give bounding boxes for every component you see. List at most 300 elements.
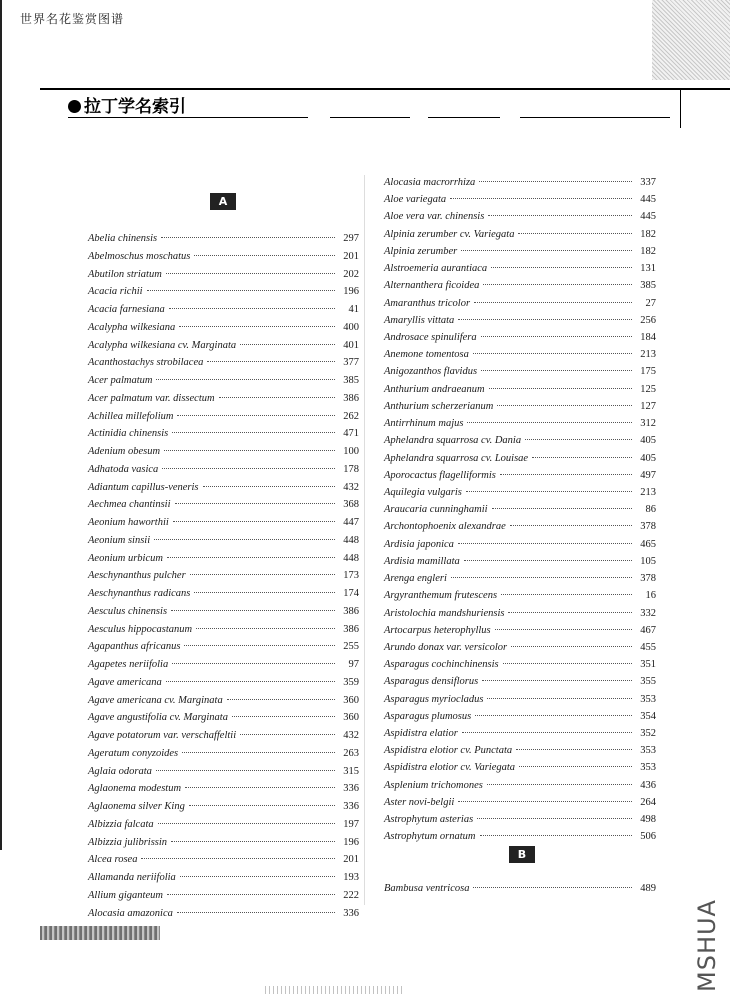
dot-leader (166, 272, 335, 274)
entry-name: Aglaonema silver King (88, 801, 185, 812)
entry-page: 352 (640, 728, 656, 740)
entry-name: Acalypha wilkesiana cv. Marginata (88, 339, 237, 351)
entry-name: Astrophytum asterias (384, 814, 474, 826)
dot-leader (501, 593, 632, 595)
entry-name: Alpinia zerumber cv. Variegata (384, 228, 515, 240)
entry-name: Aphelandra squarrosa cv. Louisae (384, 452, 529, 464)
entry-name: Aeschynanthus radicans (88, 588, 191, 599)
entry-name: Arundo donax var. versicolor (384, 641, 508, 653)
entry-name: Arenga engleri (384, 573, 447, 585)
entry-page: 353 (640, 693, 656, 705)
dot-leader (461, 249, 632, 251)
dot-leader (464, 559, 632, 561)
page-folio (40, 926, 160, 940)
dot-leader (450, 197, 632, 199)
index-entry (88, 461, 359, 478)
entry-page: 182 (640, 228, 656, 240)
dot-leader (516, 748, 632, 750)
index-entry (384, 622, 656, 639)
title-underline-segment (330, 117, 410, 118)
index-entry (88, 514, 359, 531)
dot-leader (519, 765, 632, 767)
entry-page: 182 (640, 245, 656, 257)
entry-page: 447 (343, 517, 359, 528)
entry-name: Actinidia chinensis (88, 428, 169, 440)
entry-name: Araucaria cunninghamii (384, 504, 488, 516)
entry-page: 378 (640, 521, 656, 533)
dot-leader (172, 662, 335, 664)
entry-name: Alocasia macrorrhiza (384, 177, 476, 188)
entry-name: Alstroemeria aurantiaca (384, 263, 488, 275)
entry-page: 432 (343, 730, 359, 741)
entry-page: 222 (343, 889, 359, 901)
entry-page: 386 (343, 623, 359, 635)
entry-name: Aporocactus flagelliformis (384, 469, 496, 481)
dot-leader (487, 697, 632, 699)
dot-leader (451, 576, 632, 578)
entry-page: 105 (640, 555, 656, 567)
entry-name: Bambusa ventricosa (384, 883, 470, 894)
entry-name: Aesculus chinensis (88, 605, 168, 617)
entry-page: 184 (640, 331, 656, 343)
entry-name: Archontophoenix alexandrae (384, 521, 506, 533)
entry-page: 312 (640, 418, 656, 430)
dot-leader (462, 731, 632, 733)
entry-name: Acacia richii (88, 286, 143, 298)
entry-name: Aloe vera var. chinensis (384, 211, 485, 223)
entry-name: Asparagus densiflorus (384, 676, 479, 688)
dot-leader (525, 438, 632, 440)
index-entry (88, 798, 359, 815)
index-entry (384, 398, 656, 415)
entry-name: Aspidistra elatior (384, 728, 458, 740)
index-entry (88, 638, 359, 655)
entry-page: 405 (640, 452, 656, 464)
index-entry (384, 691, 656, 708)
entry-name: Abelmoschus moschatus (88, 250, 191, 262)
entry-page: 336 (343, 907, 359, 919)
entry-page: 386 (343, 605, 359, 617)
dot-leader (167, 893, 335, 895)
entry-page: 448 (343, 534, 359, 546)
dot-leader (489, 387, 632, 389)
index-entry (384, 260, 656, 277)
header-rule (40, 88, 730, 90)
entry-page: 471 (343, 428, 359, 440)
entry-page: 385 (343, 375, 359, 386)
index-entry (384, 277, 656, 294)
index-entry (88, 567, 359, 584)
section-title-text: 拉丁学名索引 (84, 97, 186, 117)
entry-page: 16 (645, 590, 656, 602)
index-entry (384, 518, 656, 535)
entry-page: 262 (343, 410, 359, 422)
entry-page: 131 (640, 263, 656, 275)
index-entry (384, 484, 656, 501)
entry-name: Aeonium haworthii (88, 517, 169, 528)
index-entry (384, 811, 656, 828)
entry-page: 332 (640, 607, 656, 619)
entry-name: Ageratum conyzoides (88, 747, 179, 759)
entry-name: Acalypha wilkesiana (88, 321, 176, 333)
letter-badge-a: A (210, 193, 236, 210)
index-entry (384, 725, 656, 742)
entry-name: Agave angustifolia cv. Marginata (88, 712, 228, 724)
dot-leader (180, 875, 335, 877)
running-head: 世界名花鉴赏图谱 (20, 12, 125, 26)
index-entry (88, 763, 359, 780)
entry-page: 127 (640, 400, 656, 412)
dot-leader (194, 591, 335, 593)
index-entry (384, 381, 656, 398)
index-entry (384, 295, 656, 312)
entry-name: Anigozanthos flavidus (384, 366, 478, 378)
entry-name: Adhatoda vasica (88, 463, 159, 475)
entry-page: 351 (640, 659, 656, 671)
entry-name: Aphelandra squarrosa cv. Dania (384, 435, 522, 447)
entry-name: Acer palmatum var. dissectum (88, 392, 215, 404)
index-entry (384, 536, 656, 553)
entry-name: Allium giganteum (88, 889, 163, 901)
index-entry (384, 673, 656, 690)
entry-page: 360 (343, 712, 359, 724)
index-entry (88, 230, 359, 247)
entry-page: 401 (343, 339, 359, 351)
entry-page: 378 (640, 573, 656, 585)
entry-name: Artocarpus heterophyllus (384, 624, 491, 636)
entry-page: 506 (640, 831, 656, 843)
entry-name: Agave americana cv. Marginata (88, 694, 223, 706)
entry-page: 445 (640, 194, 656, 206)
entry-page: 448 (343, 552, 359, 564)
entry-page: 255 (343, 641, 359, 653)
dot-leader (240, 343, 335, 345)
index-entry (88, 727, 359, 744)
entry-page: 256 (640, 314, 656, 326)
dot-leader (158, 822, 335, 824)
entry-name: Agapetes neriifolia (88, 659, 169, 670)
entry-page: 263 (343, 747, 359, 759)
watermark: MSHUA (693, 899, 721, 992)
entry-page: 498 (640, 814, 656, 826)
dot-leader (510, 524, 632, 526)
index-entry (384, 880, 656, 897)
index-entry (88, 248, 359, 265)
entry-name: Aeonium sinsii (88, 534, 151, 546)
index-entry (88, 390, 359, 407)
index-entry (384, 759, 656, 776)
entry-page: 196 (343, 836, 359, 848)
dot-leader (189, 804, 335, 806)
entry-name: Abelia chinensis (88, 233, 158, 244)
scan-artifact (265, 986, 405, 994)
dot-leader (480, 834, 633, 836)
entry-name: Albizzia julibrissin (88, 836, 168, 848)
index-entry (88, 372, 359, 389)
dot-leader (169, 307, 335, 309)
entry-page: 315 (343, 765, 359, 777)
dot-leader (473, 886, 632, 888)
entry-page: 202 (343, 268, 359, 280)
entry-page: 353 (640, 762, 656, 774)
entry-page: 355 (640, 676, 656, 688)
index-entry (384, 467, 656, 484)
entry-name: Aloe variegata (384, 194, 447, 206)
entry-page: 405 (640, 435, 656, 447)
index-entry (384, 312, 656, 329)
entry-name: Anthurium andraeanum (384, 383, 485, 395)
dot-leader (173, 520, 335, 522)
index-entry (88, 585, 359, 602)
dot-leader (481, 369, 632, 371)
entry-page: 436 (640, 779, 656, 791)
entry-name: Asplenium trichomones (384, 779, 483, 791)
dot-leader (532, 456, 632, 458)
index-entry (384, 639, 656, 656)
dot-leader (483, 283, 632, 285)
entry-page: 201 (343, 250, 359, 262)
index-entry (384, 226, 656, 243)
page-edge-rule (0, 0, 2, 850)
entry-name: Acer palmatum (88, 375, 153, 386)
index-entry (88, 621, 359, 638)
dot-leader (479, 180, 632, 182)
index-entry (88, 603, 359, 620)
entry-name: Antirrhinum majus (384, 418, 464, 430)
entry-page: 27 (645, 297, 656, 309)
index-entry (88, 869, 359, 886)
entry-page: 178 (343, 463, 359, 475)
dot-leader (474, 301, 632, 303)
index-entry (384, 501, 656, 518)
index-entry (88, 479, 359, 496)
index-entry (88, 408, 359, 425)
entry-page: 455 (640, 641, 656, 653)
dot-leader (475, 714, 632, 716)
entry-page: 174 (343, 588, 359, 599)
dot-leader (458, 542, 632, 544)
entry-name: Alcea rosea (88, 854, 138, 866)
title-underline-segment (428, 117, 500, 118)
dot-leader (154, 538, 335, 540)
entry-name: Albizzia falcata (88, 818, 154, 830)
entry-page: 336 (343, 801, 359, 812)
dot-leader (166, 680, 335, 682)
dot-leader (167, 556, 335, 558)
entry-page: 368 (343, 499, 359, 511)
entry-name: Amaryllis vittata (384, 314, 455, 326)
dot-leader (164, 449, 335, 451)
index-entry (384, 553, 656, 570)
entry-name: Aspidistra elotior cv. Punctata (384, 745, 513, 757)
index-entry (384, 605, 656, 622)
entry-name: Alpinia zerumber (384, 245, 458, 257)
entry-page: 359 (343, 676, 359, 688)
entry-page: 497 (640, 469, 656, 481)
entry-page: 353 (640, 745, 656, 757)
entry-name: Ardisia japonica (384, 538, 454, 550)
index-entry (88, 425, 359, 442)
index-entry (88, 550, 359, 567)
entry-name: Aster novi-belgii (384, 796, 455, 808)
dot-leader (497, 404, 632, 406)
entry-page: 193 (343, 872, 359, 883)
entry-page: 360 (343, 694, 359, 706)
entry-page: 125 (640, 383, 656, 395)
entry-page: 175 (640, 366, 656, 378)
index-entry (384, 777, 656, 794)
dot-leader (458, 800, 632, 802)
dot-leader (487, 783, 632, 785)
entry-page: 354 (640, 710, 656, 722)
scan-artifact (652, 0, 730, 80)
index-entry (88, 337, 359, 354)
entry-name: Allamanda neriifolia (88, 872, 176, 883)
dot-leader (147, 289, 335, 291)
index-entry (88, 266, 359, 283)
title-underline-segment (520, 117, 670, 118)
entry-name: Anemone tomentosa (384, 349, 469, 361)
entry-name: Astrophytum ornatum (384, 831, 476, 843)
entry-name: Aglaonema modestum (88, 783, 182, 795)
dot-leader (203, 485, 335, 487)
entry-name: Aspidistra elotior cv. Variegata (384, 762, 516, 774)
index-entry (384, 708, 656, 725)
dot-leader (171, 840, 335, 842)
dot-leader (473, 352, 632, 354)
index-entry (88, 283, 359, 300)
index-entry (384, 432, 656, 449)
entry-page: 465 (640, 538, 656, 550)
dot-leader (482, 679, 632, 681)
entry-name: Anthurium scherzerianum (384, 400, 494, 412)
column-divider (364, 175, 365, 905)
entry-page: 467 (640, 624, 656, 636)
entry-page: 213 (640, 349, 656, 361)
entry-page: 445 (640, 211, 656, 223)
entry-page: 197 (343, 818, 359, 830)
index-entry (88, 851, 359, 868)
entry-name: Aechmea chantinsii (88, 499, 171, 511)
dot-leader (227, 698, 335, 700)
entry-name: Amaranthus tricolor (384, 297, 471, 309)
entry-name: Androsace spinulifera (384, 331, 477, 343)
entry-name: Asparagus cochinchinensis (384, 659, 499, 671)
index-entry (88, 301, 359, 318)
entry-page: 86 (645, 504, 656, 516)
dot-leader (503, 662, 632, 664)
index-entry (88, 532, 359, 549)
dot-leader (196, 627, 335, 629)
entry-name: Aristolochia mandshuriensis (384, 607, 505, 619)
index-entry (384, 794, 656, 811)
dot-leader (179, 325, 335, 327)
entry-page: 97 (348, 659, 359, 670)
index-entry (88, 496, 359, 513)
index-entry (384, 450, 656, 467)
index-entry (88, 816, 359, 833)
entry-name: Adiantum capillus-veneris (88, 481, 199, 493)
margin-rule (680, 88, 681, 128)
dot-leader (177, 414, 335, 416)
index-entry (88, 674, 359, 691)
title-underline (68, 117, 308, 118)
dot-leader (481, 335, 632, 337)
entry-page: 196 (343, 286, 359, 298)
entry-page: 377 (343, 357, 359, 369)
entry-name: Achillea millefolium (88, 410, 174, 422)
dot-leader (240, 733, 335, 735)
dot-leader (495, 628, 632, 630)
entry-name: Alternanthera ficoidea (384, 280, 480, 292)
dot-leader (185, 786, 335, 788)
entry-page: 337 (640, 177, 656, 188)
entry-name: Alocasia amazonica (88, 907, 173, 919)
dot-leader (491, 266, 632, 268)
index-entry (88, 834, 359, 851)
index-entry (384, 656, 656, 673)
entry-name: Agave americana (88, 676, 162, 688)
entry-name: Ardisia mamillata (384, 555, 460, 567)
dot-leader (182, 751, 335, 753)
dot-leader (184, 644, 335, 646)
index-entry (384, 243, 656, 260)
dot-leader (190, 573, 335, 575)
entry-name: Aeschynanthus pulcher (88, 570, 186, 582)
dot-leader (172, 431, 335, 433)
dot-leader (477, 817, 632, 819)
entry-name: Agapanthus africanus (88, 641, 181, 653)
index-entry (384, 329, 656, 346)
index-entry (384, 415, 656, 432)
dot-leader (219, 396, 335, 398)
entry-page: 297 (343, 233, 359, 244)
index-entry (88, 656, 359, 673)
index-entry (384, 587, 656, 604)
dot-leader (156, 769, 335, 771)
dot-leader (458, 318, 632, 320)
index-entry (88, 319, 359, 336)
entry-name: Argyranthemum frutescens (384, 590, 498, 602)
entry-page: 336 (343, 783, 359, 795)
index-entry (88, 692, 359, 709)
index-entry (88, 443, 359, 460)
entry-page: 100 (343, 446, 359, 457)
entry-page: 489 (640, 883, 656, 894)
entry-page: 264 (640, 796, 656, 808)
index-entry (384, 346, 656, 363)
dot-leader (518, 232, 632, 234)
index-entry (88, 745, 359, 762)
entry-page: 201 (343, 854, 359, 866)
dot-leader (488, 214, 632, 216)
entry-page: 400 (343, 321, 359, 333)
dot-leader (500, 473, 632, 475)
entry-name: Agave potatorum var. verschaffeltii (88, 730, 237, 741)
dot-leader (508, 611, 632, 613)
entry-name: Aquilegia vulgaris (384, 486, 462, 498)
dot-leader (207, 360, 335, 362)
dot-leader (171, 609, 335, 611)
entry-name: Acacia farnesiana (88, 304, 165, 315)
dot-leader (175, 502, 335, 504)
section-title (68, 92, 186, 117)
index-entry (384, 828, 656, 845)
letter-badge-b: B (509, 846, 535, 863)
entry-name: Acanthostachys strobilacea (88, 357, 204, 369)
dot-leader (467, 421, 632, 423)
index-entry (88, 354, 359, 371)
